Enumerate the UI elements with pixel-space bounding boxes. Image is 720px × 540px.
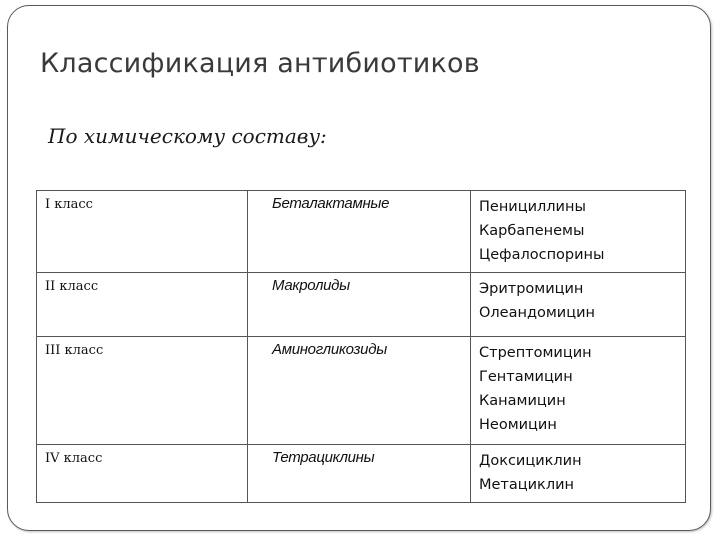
drugs-cell xyxy=(471,445,686,503)
drug-name: Карбапенемы xyxy=(479,223,585,239)
table-row xyxy=(37,191,686,273)
drug-name: Метациклин xyxy=(479,477,574,493)
drug-name: Цефалоспорины xyxy=(479,247,605,263)
drug-name: Гентамицин xyxy=(479,369,573,385)
group-cell: Тетрациклины xyxy=(248,445,471,503)
drugs-cell xyxy=(471,191,686,273)
group-cell: Аминогликозиды xyxy=(248,337,471,445)
drug-name: Пенициллины xyxy=(479,199,586,215)
slide-title: Классификация антибиотиков xyxy=(40,48,480,79)
drugs-cell xyxy=(471,273,686,337)
slide-subtitle: По химическому составу: xyxy=(48,124,327,148)
group-cell: Беталактамные xyxy=(248,191,471,273)
class-cell: I класс xyxy=(37,191,248,273)
table-row xyxy=(37,273,686,337)
drug-name: Неомицин xyxy=(479,417,557,433)
drug-name: Олеандомицин xyxy=(479,305,595,321)
drug-name: Канамицин xyxy=(479,393,566,409)
class-cell: II класс xyxy=(37,273,248,337)
drug-name: Стрептомицин xyxy=(479,345,592,361)
group-cell: Макролиды xyxy=(248,273,471,337)
class-cell: III класс xyxy=(37,337,248,445)
table-row xyxy=(37,337,686,445)
drugs-cell xyxy=(471,337,686,445)
table-row xyxy=(37,445,686,503)
antibiotics-classification-table xyxy=(36,190,686,503)
drug-name: Доксициклин xyxy=(479,453,582,469)
class-cell: IV класс xyxy=(37,445,248,503)
drug-name: Эритромицин xyxy=(479,281,584,297)
